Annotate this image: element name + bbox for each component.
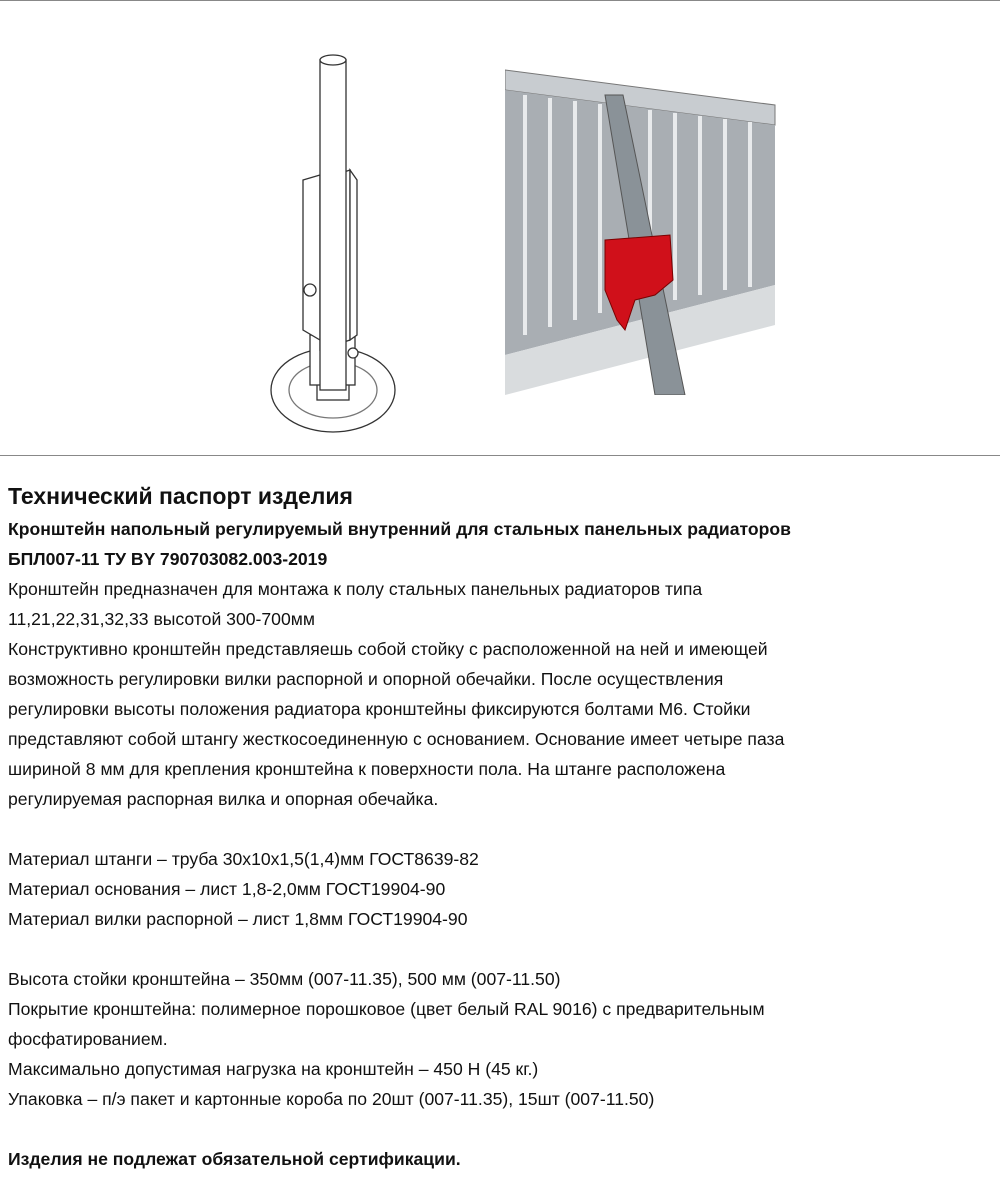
top-border bbox=[0, 0, 1000, 1]
material-line: Материал вилки распорной – лист 1,8мм ГОСТ19904-90 bbox=[8, 909, 468, 929]
description-line: Конструктивно кронштейн представляешь собой стойку с расположенной на ней и имеющей bbox=[8, 639, 768, 659]
spec-line: фосфатированием. bbox=[8, 1029, 168, 1049]
radiator-mount-photo bbox=[505, 65, 780, 395]
technical-passport bbox=[8, 478, 1000, 1174]
product-code: БПЛ007-11 ТУ BY 790703082.003-2019 bbox=[8, 549, 328, 569]
description-line: регулировки высоты положения радиатора кронштейны фиксируются болтами М6. Стойки bbox=[8, 699, 751, 719]
certification-note: Изделия не подлежат обязательной сертификации. bbox=[8, 1149, 461, 1169]
spec-line: Упаковка – п/э пакет и картонные короба по 20шт (007-11.35), 15шт (007-11.50) bbox=[8, 1089, 655, 1109]
material-line: Материал основания – лист 1,8-2,0мм ГОСТ19904-90 bbox=[8, 879, 446, 899]
description-line: шириной 8 мм для крепления кронштейна к поверхности пола. На штанге расположена bbox=[8, 759, 726, 779]
description-line: представляют собой штангу жесткосоединенную с основанием. Основание имеет четыре паза bbox=[8, 729, 785, 749]
spec-line: Покрытие кронштейна: полимерное порошковое (цвет белый RAL 9016) с предварительным bbox=[8, 999, 765, 1019]
description-line: 11,21,22,31,32,33 высотой 300-700мм bbox=[8, 609, 315, 629]
material-line: Материал штанги – труба 30x10x1,5(1,4)мм ГОСТ8639-82 bbox=[8, 849, 479, 869]
document-title: Технический паспорт изделия bbox=[8, 483, 353, 509]
section-divider bbox=[0, 455, 1000, 456]
bracket-drawing bbox=[265, 50, 405, 445]
spec-line: Высота стойки кронштейна – 350мм (007-11.35), 500 мм (007-11.50) bbox=[8, 969, 561, 989]
description-line: Кронштейн предназначен для монтажа к полу стальных панельных радиаторов типа bbox=[8, 579, 703, 599]
product-name: Кронштейн напольный регулируемый внутренний для стальных панельных радиаторов bbox=[8, 519, 791, 539]
description-line: регулируемая распорная вилка и опорная обечайка. bbox=[8, 789, 439, 809]
description-line: возможность регулировки вилки распорной и опорной обечайки. После осуществления bbox=[8, 669, 724, 689]
spec-line: Максимально допустимая нагрузка на кронштейн – 450 Н (45 кг.) bbox=[8, 1059, 539, 1079]
